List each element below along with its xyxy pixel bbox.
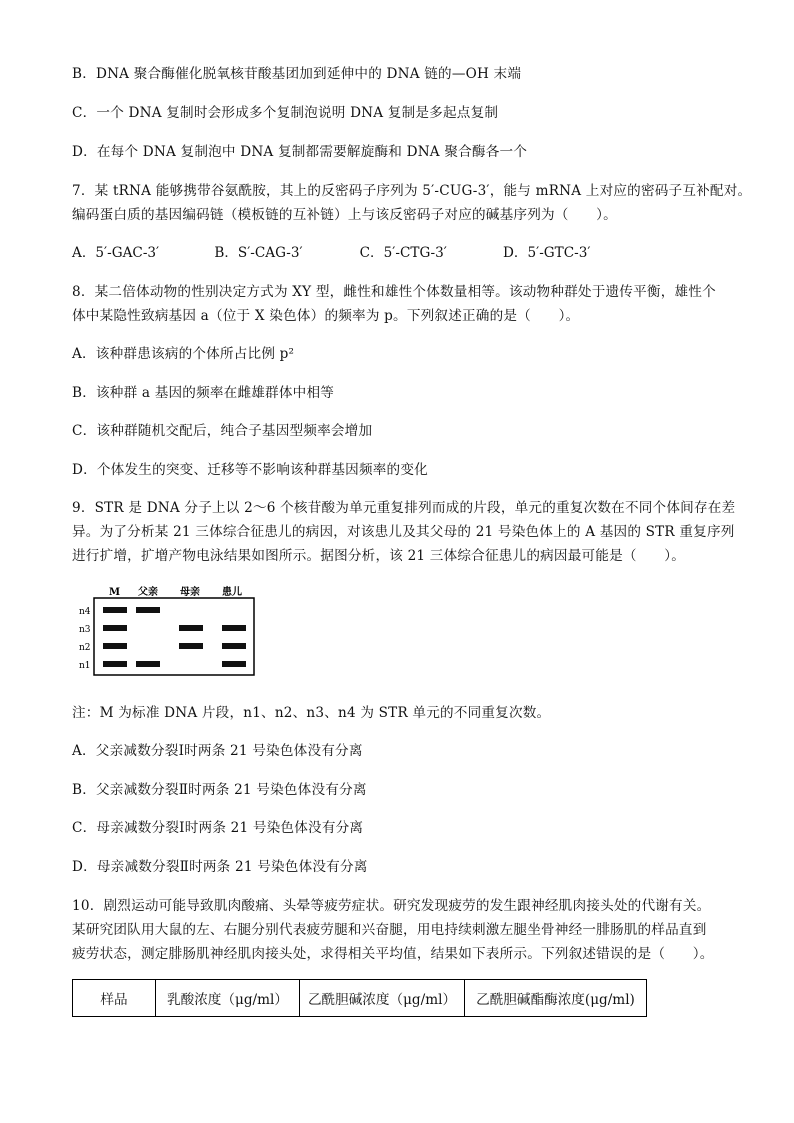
q9-note: 注：M 为标准 DNA 片段，n1、n2、n3、n4 为 STR 单元的不同重复次数。 bbox=[72, 705, 551, 721]
row-label-n3: n3 bbox=[79, 625, 91, 635]
q7-option-a: A．5′-GAC-3′ bbox=[72, 245, 160, 261]
lane-label-m: M bbox=[109, 587, 121, 598]
q7-stem-line-2: 编码蛋白质的基因编码链（模板链的互补链）上与该反密码子对应的碱基序列为（ ）。 bbox=[72, 207, 617, 223]
band-mother-n3 bbox=[179, 625, 203, 631]
q8-stem-line-2: 体中某隐性致病基因 a（位于 X 染色体）的频率为 p。下列叙述正确的是（ ）。 bbox=[72, 308, 580, 324]
gel-electrophoresis-figure bbox=[72, 585, 262, 677]
table-header-row bbox=[73, 980, 647, 1017]
band-child-n2 bbox=[222, 643, 246, 649]
row-label-n1: n1 bbox=[79, 661, 91, 671]
table-header-acetylcholine: 乙酰胆碱浓度（μg/ml） bbox=[300, 980, 465, 1017]
q9-option-b: B．父亲减数分裂Ⅱ时两条 21 号染色体没有分离 bbox=[72, 782, 367, 798]
lane-label-child: 患儿 bbox=[222, 587, 242, 598]
q7-option-d: D．5′-GTC-3′ bbox=[502, 245, 591, 261]
band-m-n4 bbox=[103, 607, 127, 613]
q10-stem-line-1: 10．剧烈运动可能导致肌肉酸痛、头晕等疲劳症状。研究发现疲劳的发生跟神经肌肉接头处的代谢有关。 bbox=[72, 898, 711, 914]
band-m-n3 bbox=[103, 625, 127, 631]
band-m-n2 bbox=[103, 643, 127, 649]
row-label-n4: n4 bbox=[79, 607, 91, 617]
table-header-sample: 样品 bbox=[73, 980, 156, 1017]
band-child-n1 bbox=[222, 661, 246, 667]
band-father-n1 bbox=[136, 661, 160, 667]
q8-option-a: A．该种群患该病的个体所占比例 p² bbox=[72, 346, 295, 362]
table-header-lactic-acid: 乳酸浓度（μg/ml） bbox=[156, 980, 300, 1017]
q10-results-table bbox=[72, 979, 647, 1017]
q6-option-b: B．DNA 聚合酶催化脱氧核苷酸基团加到延伸中的 DNA 链的—OH 末端 bbox=[72, 66, 522, 82]
band-child-n3 bbox=[222, 625, 246, 631]
q9-option-d: D．母亲减数分裂Ⅱ时两条 21 号染色体没有分离 bbox=[72, 859, 368, 875]
q8-stem-line-1: 8．某二倍体动物的性别决定方式为 XY 型，雌性和雄性个体数量相等。该动物种群处于遗传平衡，雄性个 bbox=[72, 284, 716, 300]
q9-stem-line-2: 异。为了分析某 21 三体综合征患儿的病因，对该患儿及其父母的 21 号染色体上的 A 基因的 STR 重复序列 bbox=[72, 524, 735, 540]
lane-label-mother: 母亲 bbox=[180, 587, 200, 598]
q6-option-d: D．在每个 DNA 复制泡中 DNA 复制都需要解旋酶和 DNA 聚合酶各一个 bbox=[72, 144, 528, 160]
table-header-acetylcholinesterase: 乙酰胆碱酯酶浓度(μg/ml) bbox=[465, 980, 647, 1017]
q10-stem-line-2: 某研究团队用大鼠的左、右腿分别代表疲劳腿和兴奋腿，用电持续刺激左腿坐骨神经一腓肠肌的样品直到 bbox=[72, 922, 707, 938]
q7-stem-line-1: 7．某 tRNA 能够携带谷氨酰胺，其上的反密码子序列为 5′-CUG-3′，能与 mRNA 上对应的密码子互补配对。 bbox=[72, 183, 752, 199]
q7-option-c: C．5′-CTG-3′ bbox=[359, 245, 447, 261]
row-label-n2: n2 bbox=[79, 643, 91, 653]
q8-option-c: C．该种群随机交配后，纯合子基因型频率会增加 bbox=[72, 423, 373, 439]
q9-option-c: C．母亲减数分裂Ⅰ时两条 21 号染色体没有分离 bbox=[72, 820, 364, 836]
q7-option-b: B．S′-CAG-3′ bbox=[214, 245, 303, 261]
band-father-n4 bbox=[136, 607, 160, 613]
lane-label-father: 父亲 bbox=[138, 587, 158, 598]
q9-stem-line-1: 9．STR 是 DNA 分子上以 2～6 个核苷酸为单元重复排列而成的片段，单元的重复次数在不同个体间存在差 bbox=[72, 500, 736, 516]
q8-option-b: B．该种群 a 基因的频率在雌雄群体中相等 bbox=[72, 385, 335, 401]
q6-option-c: C．一个 DNA 复制时会形成多个复制泡说明 DNA 复制是多起点复制 bbox=[72, 105, 499, 121]
q10-stem-line-3: 疲劳状态，测定腓肠肌神经肌肉接头处，求得相关平均值，结果如下表所示。下列叙述错误的是（ ）。 bbox=[72, 946, 714, 962]
q9-stem-line-3: 进行扩增，扩增产物电泳结果如图所示。据图分析，该 21 三体综合征患儿的病因最可能是（ ）。 bbox=[72, 548, 686, 564]
band-mother-n2 bbox=[179, 643, 203, 649]
q8-option-d: D．个体发生的突变、迁移等不影响该种群基因频率的变化 bbox=[72, 462, 428, 478]
q7-options bbox=[72, 244, 590, 262]
q9-option-a: A．父亲减数分裂Ⅰ时两条 21 号染色体没有分离 bbox=[72, 743, 363, 759]
band-m-n1 bbox=[103, 661, 127, 667]
